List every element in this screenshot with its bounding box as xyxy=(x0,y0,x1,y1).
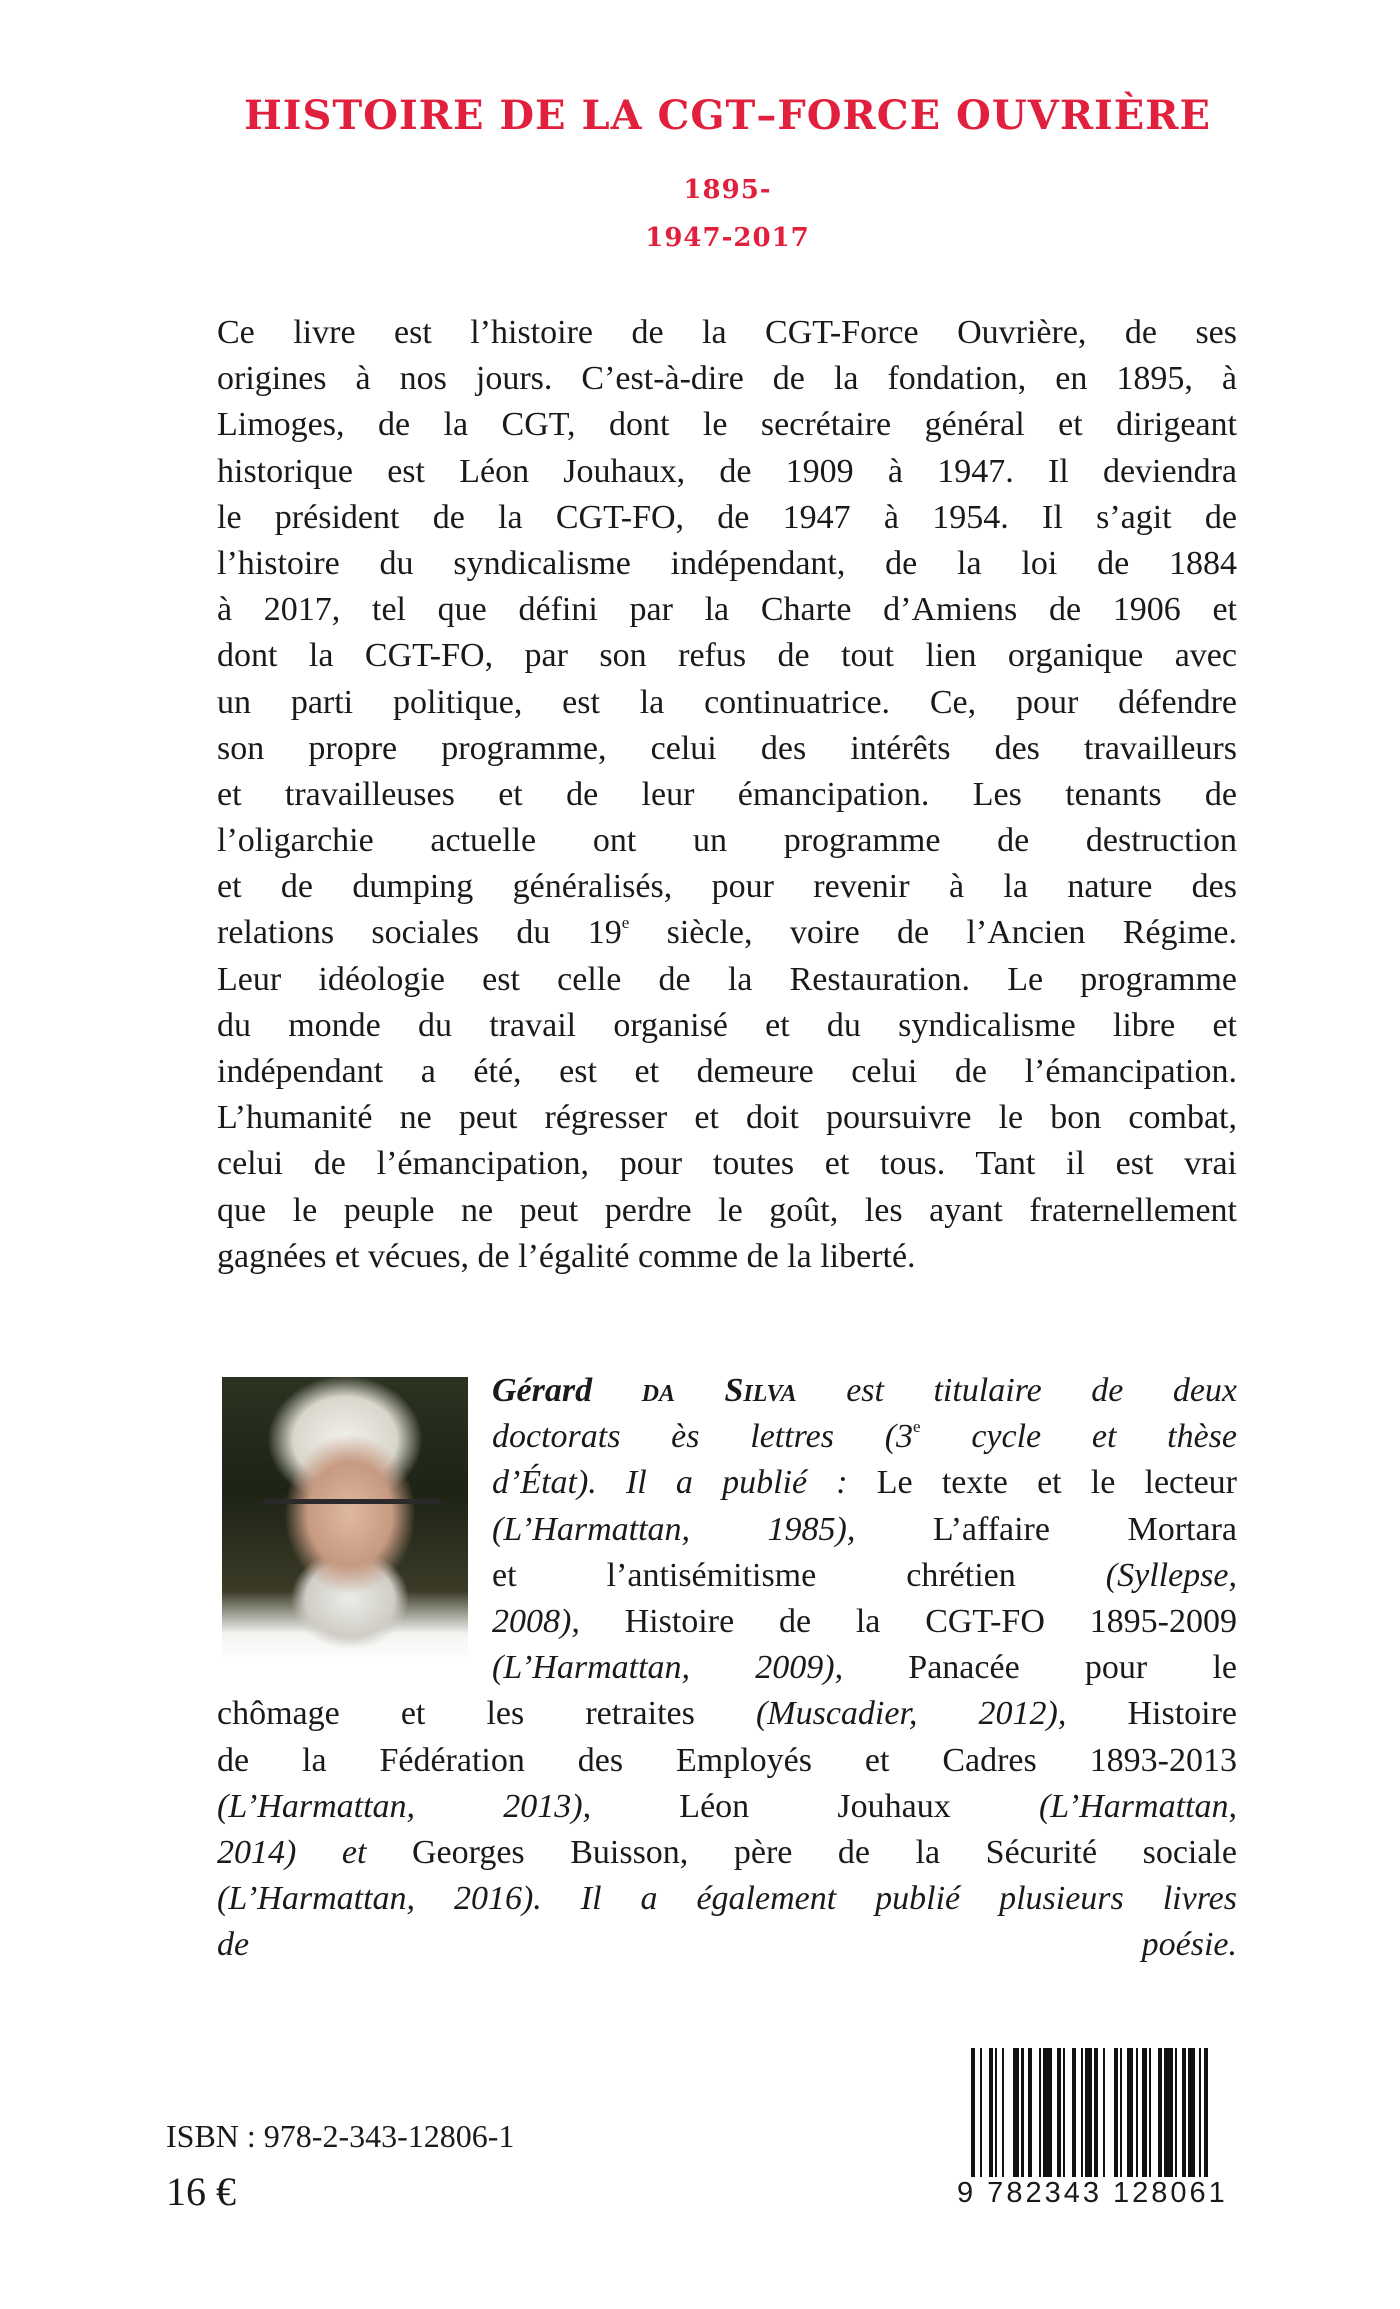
summary-line: indépendant a été, est et demeure celui de l’émancipation. xyxy=(217,1053,1237,1090)
book-title-text: Histoire xyxy=(1066,1695,1238,1733)
bio-text: est titulaire de deux xyxy=(796,1372,1238,1409)
bio-line xyxy=(492,1599,1237,1645)
barcode xyxy=(957,2048,1239,2208)
summary-line: Ce livre est l’histoire de la CGT-Force Ouvrière, de ses xyxy=(217,314,1237,351)
author-last-name: da Silva xyxy=(641,1372,797,1409)
bio-line: de la Fédération des Employés et Cadres 1893-2013 xyxy=(217,1741,1237,1779)
bio-text: doctorats ès lettres (3 xyxy=(492,1418,914,1456)
publisher-text: (Syllepse, xyxy=(1105,1556,1237,1594)
publisher-text: (L’Harmattan, xyxy=(1038,1787,1237,1825)
book-title-text: Le texte et le lecteur xyxy=(876,1464,1237,1502)
bio-line xyxy=(492,1507,1237,1553)
bio-line xyxy=(217,1876,1237,1922)
summary-line: l’histoire du syndicalisme indépendant, de la loi de 1884 xyxy=(217,544,1237,582)
bio-text: de poésie. xyxy=(217,1926,1237,1964)
summary-line: gagnées et vécues, de l’égalité comme de la liberté. xyxy=(217,1237,916,1275)
book-title-text: Panacée pour le xyxy=(843,1649,1237,1687)
price: 16 € xyxy=(166,2169,236,2214)
bio-line xyxy=(217,1830,1237,1876)
publisher-text: (L’Harmattan, 2013), xyxy=(217,1787,592,1825)
bio-line xyxy=(217,1691,1237,1737)
publisher-text: (L’Harmattan, 2016). Il a également publié plusieurs livres xyxy=(217,1880,1237,1918)
bio-line xyxy=(492,1368,1237,1414)
summary-line xyxy=(217,910,1237,956)
publisher-text: 2008), xyxy=(492,1602,580,1640)
book-title-text: et l’antisémitisme chrétien xyxy=(492,1556,1106,1594)
summary-line: son propre programme, celui des intérêts des travailleurs xyxy=(217,729,1237,767)
summary-line: du monde du travail organisé et du syndicalisme libre et xyxy=(217,1006,1237,1044)
bio-line xyxy=(492,1553,1237,1599)
isbn: ISBN : 978-2-343-12806-1 xyxy=(166,2118,515,2154)
book-title-text: Léon Jouhaux xyxy=(591,1787,1039,1825)
publisher-text: 2014) et xyxy=(217,1833,367,1871)
bio-line xyxy=(217,1922,1237,1968)
summary-line: à 2017, tel que défini par la Charte d’Amiens de 1906 et xyxy=(217,591,1237,629)
summary-line: celui de l’émancipation, pour toutes et tous. Tant il est vrai xyxy=(217,1145,1237,1183)
author-first-name: Gérard xyxy=(492,1372,593,1409)
summary-line: Limoges, de la CGT, dont le secrétaire général et dirigeant xyxy=(217,406,1237,444)
book-title: HISTOIRE DE LA CGT–FORCE OUVRIÈRE xyxy=(244,92,1211,139)
years-line-1: 1895- xyxy=(683,175,772,205)
superscript: e xyxy=(621,913,630,933)
bio-line xyxy=(492,1460,1237,1506)
publisher-text: (L’Harmattan, 1985), xyxy=(492,1510,856,1548)
summary-line-text: relations sociales du 19 xyxy=(217,914,622,952)
summary-line: l’oligarchie actuelle ont un programme de destruction xyxy=(217,822,1237,860)
bio-line xyxy=(492,1645,1237,1691)
book-title-text: chômage et les retraites xyxy=(217,1695,756,1733)
bio-text: d’État). Il a publié : xyxy=(492,1464,877,1502)
summary-line-text: siècle, voire de l’Ancien Régime. xyxy=(629,914,1237,952)
summary-line: historique est Léon Jouhaux, de 1909 à 1947. Il deviendra xyxy=(217,452,1237,490)
summary-text xyxy=(217,310,1237,1280)
bio-line xyxy=(492,1414,1237,1460)
summary-line: origines à nos jours. C’est-à-dire de la fondation, en 1895, à xyxy=(217,360,1237,398)
book-title-text: Georges Buisson, père de la Sécurité sociale xyxy=(366,1833,1238,1871)
bio-line xyxy=(217,1784,1237,1830)
author-bio xyxy=(217,1368,1237,1968)
book-title-text: Histoire de la CGT-FO 1895-2009 xyxy=(579,1602,1237,1640)
book-title-text: L’affaire Mortara xyxy=(855,1510,1237,1548)
summary-line: et travailleuses et de leur émancipation. Les tenants de xyxy=(217,775,1237,813)
summary-line: L’humanité ne peut régresser et doit poursuivre le bon combat, xyxy=(217,1099,1237,1137)
summary-line: un parti politique, est la continuatrice. Ce, pour défendre xyxy=(217,683,1237,721)
bio-text: cycle et thèse xyxy=(920,1418,1237,1456)
barcode-bars xyxy=(971,2048,1239,2198)
summary-line: dont la CGT-FO, par son refus de tout lien organique avec xyxy=(217,637,1237,675)
summary-line: Leur idéologie est celle de la Restauration. Le programme xyxy=(217,960,1237,998)
publisher-text: (L’Harmattan, 2009), xyxy=(492,1649,844,1687)
barcode-digits-text: 9 782343 128061 xyxy=(957,2177,1232,2209)
superscript: e xyxy=(913,1417,921,1437)
summary-line: le président de la CGT-FO, de 1947 à 1954. Il s’agit de xyxy=(217,498,1237,536)
years-line-2: 1947-2017 xyxy=(645,223,810,253)
summary-line: et de dumping généralisés, pour revenir à la nature des xyxy=(217,868,1237,906)
summary-line: que le peuple ne peut perdre le goût, les ayant fraternellement xyxy=(217,1191,1237,1229)
barcode-digits xyxy=(957,2178,1239,2208)
publisher-text: (Muscadier, 2012), xyxy=(755,1695,1067,1733)
